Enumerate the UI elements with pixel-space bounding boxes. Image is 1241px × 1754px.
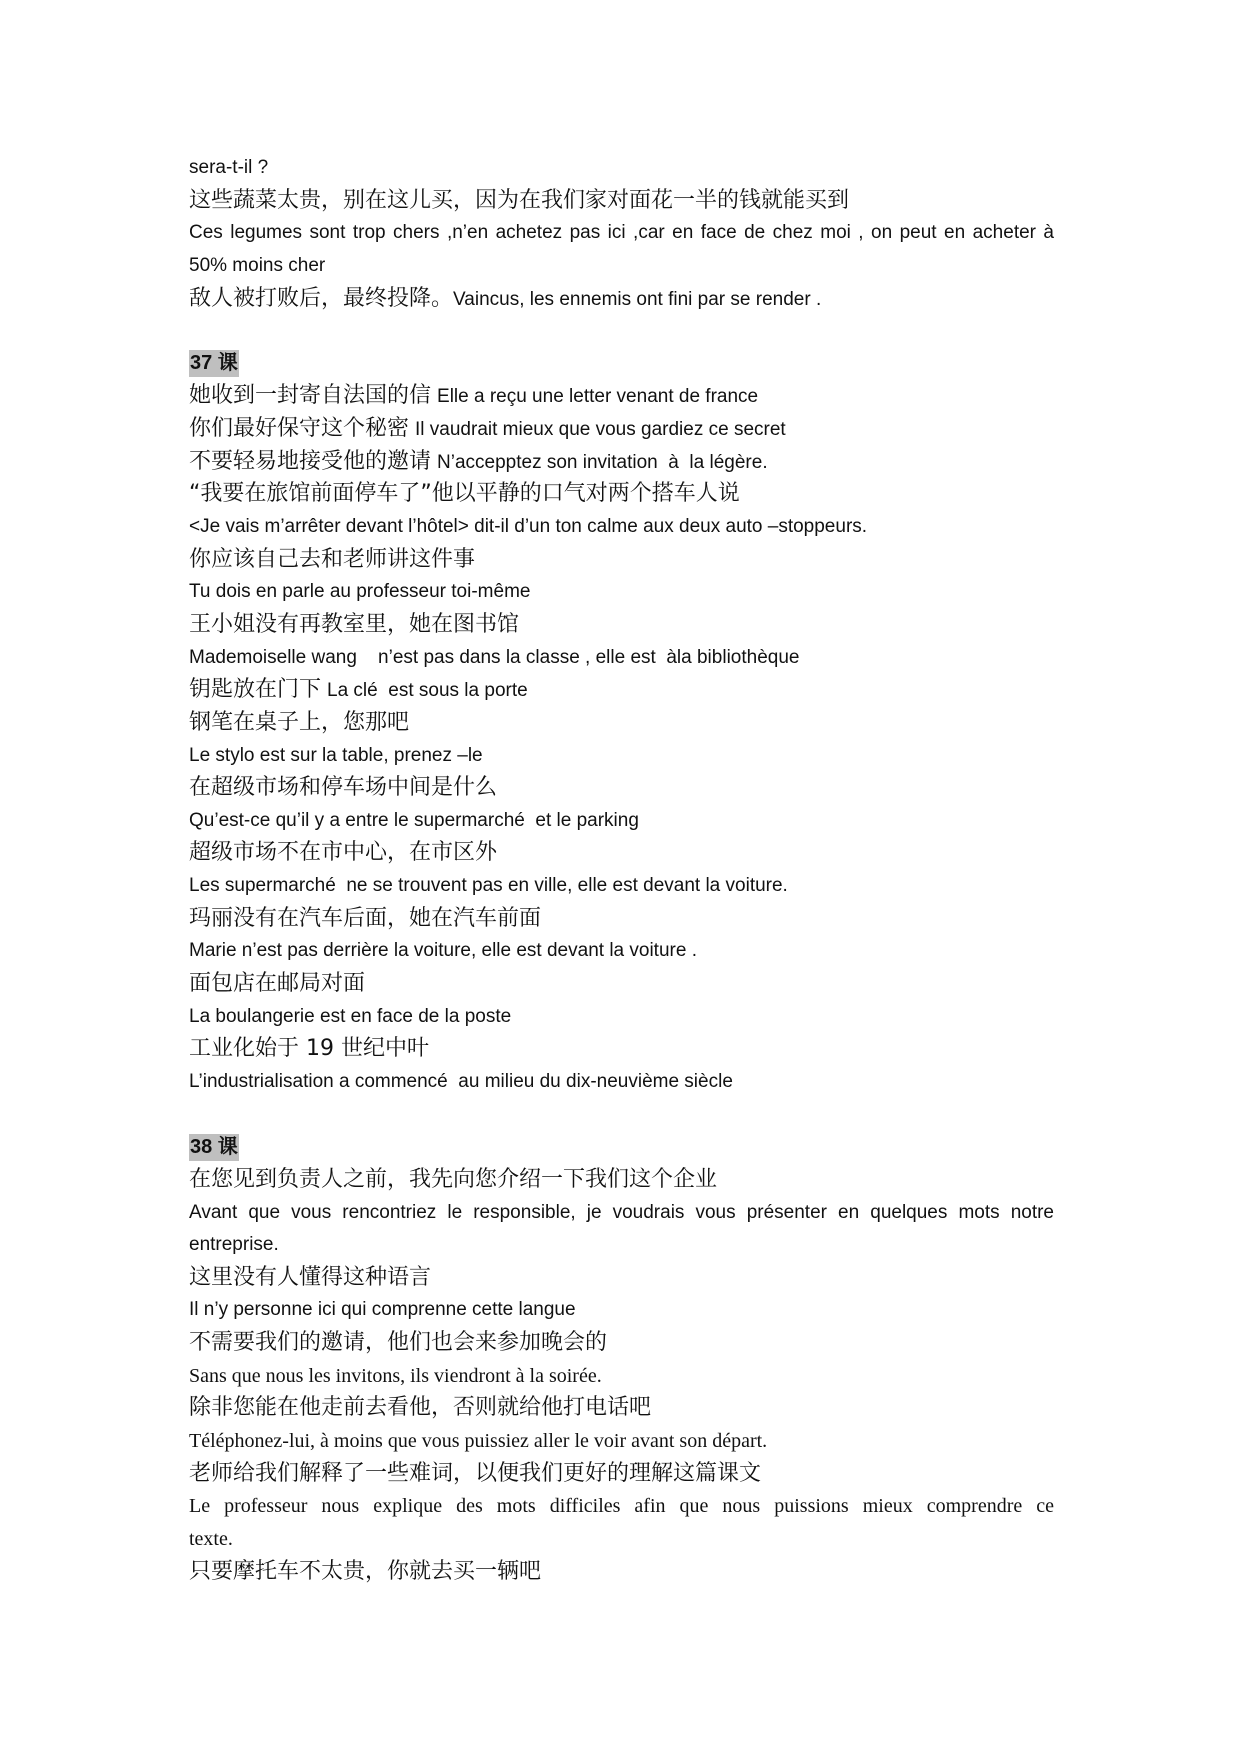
french-text: L’industrialisation a commencé au milieu du dix-neuvième siècle — [189, 1070, 733, 1092]
chinese-sentence — [189, 837, 1054, 870]
chinese-text: 敌人被打败后，最终投降。 — [189, 285, 454, 311]
french-text: Qu’est-ce qu’il y a entre le supermarché et le parking — [189, 809, 639, 831]
chinese-sentence — [189, 544, 1054, 577]
french-text: Les supermarché ne se trouvent pas en ville, elle est devant la voiture. — [189, 875, 788, 897]
chinese-text: 只要摩托车不太贵，你就去买一辆吧 — [189, 1558, 542, 1584]
french-text: Téléphonez-lui, à moins que vous puissiez aller le voir avant son départ. — [189, 1429, 768, 1452]
chinese-sentence — [189, 968, 1054, 1001]
blank-line — [189, 315, 1054, 348]
chinese-text: “我要在旅馆前面停车了”他以平静的口气对两个搭车人说 — [189, 481, 740, 507]
french-text: Le stylo est sur la table, prenez –le — [189, 744, 483, 766]
french-sentence — [189, 1360, 1054, 1393]
french-sentence — [189, 1001, 1054, 1034]
chinese-sentence — [189, 1392, 1054, 1425]
chinese-text: 在超级市场和停车场中间是什么 — [189, 775, 498, 801]
french-text: texte. — [189, 1527, 233, 1550]
chinese-text: 在您见到负责人之前，我先向您介绍一下我们这个企业 — [189, 1166, 718, 1192]
chinese-text: 她收到一封寄自法国的信 — [189, 383, 432, 409]
french-sentence — [189, 740, 1054, 773]
chinese-sentence — [189, 1033, 1054, 1066]
french-text: Il n’y personne ici qui comprenne cette langue — [189, 1299, 576, 1321]
chinese-sentence — [189, 1458, 1054, 1491]
french-sentence — [189, 511, 1054, 544]
mixed-sentence — [189, 674, 1054, 707]
chinese-sentence — [189, 1262, 1054, 1295]
document-body — [189, 152, 1054, 1588]
chinese-text: 玛丽没有在汽车后面，她在汽车前面 — [189, 905, 542, 931]
mixed-sentence — [189, 380, 1054, 413]
chinese-sentence — [189, 1327, 1054, 1360]
chinese-text: 钢笔在桌子上，您那吧 — [189, 709, 410, 735]
french-sentence — [189, 1523, 1054, 1556]
lesson-header — [189, 348, 1054, 381]
french-text: La clé est sous la porte — [327, 680, 528, 702]
chinese-sentence — [189, 609, 1054, 642]
lesson-title: 37 课 — [189, 350, 239, 377]
chinese-text: 钥匙放在门下 — [189, 677, 322, 703]
chinese-text: 这些蔬菜太贵，别在这儿买，因为在我们家对面花一半的钱就能买到 — [189, 187, 850, 213]
french-sentence — [189, 576, 1054, 609]
lesson-title: 38 课 — [189, 1134, 239, 1161]
chinese-text: 王小姐没有再教室里，她在图书馆 — [189, 611, 520, 637]
chinese-sentence — [189, 478, 1054, 511]
french-sentence — [189, 642, 1054, 675]
lesson-header — [189, 1131, 1054, 1164]
french-sentence — [189, 152, 1054, 185]
french-text: <Je vais m’arrêter devant l’hôtel> dit-il d’un ton calme aux deux auto –stoppeurs. — [189, 516, 868, 538]
chinese-sentence — [189, 1164, 1054, 1197]
french-sentence — [189, 1294, 1054, 1327]
french-text: Marie n’est pas derrière la voiture, elle est devant la voiture . — [189, 940, 697, 962]
chinese-sentence — [189, 1556, 1054, 1589]
french-text: Le professeur nous explique des mots difficiles afin que nous puissions mieux comprendre ce — [189, 1495, 1054, 1518]
french-text: Avant que vous rencontriez le responsible, je voudrais vous présenter en quelques mots notre — [189, 1201, 1054, 1223]
french-sentence — [189, 870, 1054, 903]
chinese-sentence — [189, 185, 1054, 218]
chinese-sentence — [189, 707, 1054, 740]
french-text: Tu dois en parle au professeur toi-même — [189, 581, 531, 603]
french-sentence — [189, 935, 1054, 968]
chinese-text: 这里没有人懂得这种语言 — [189, 1264, 432, 1290]
french-text: 50% moins cher — [189, 254, 326, 276]
french-text: N’accepptez son invitation à la légère. — [437, 451, 768, 473]
chinese-text: 不需要我们的邀请，他们也会来参加晚会的 — [189, 1330, 608, 1356]
chinese-text: 老师给我们解释了一些难词，以便我们更好的理解这篇课文 — [189, 1460, 762, 1486]
french-sentence — [189, 805, 1054, 838]
chinese-text: 超级市场不在市中心，在市区外 — [189, 840, 498, 866]
french-text: La boulangerie est en face de la poste — [189, 1005, 512, 1027]
french-text: Vaincus, les ennemis ont fini par se render . — [453, 288, 822, 310]
chinese-text: 除非您能在他走前去看他，否则就给他打电话吧 — [189, 1395, 652, 1421]
chinese-sentence — [189, 903, 1054, 936]
french-sentence — [189, 1229, 1054, 1262]
chinese-sentence — [189, 772, 1054, 805]
french-text: Il vaudrait mieux que vous gardiez ce secret — [415, 419, 786, 441]
french-text: Elle a reçu une letter venant de france — [437, 386, 759, 408]
french-sentence — [189, 1490, 1054, 1523]
french-sentence — [189, 1066, 1054, 1099]
french-sentence — [189, 1425, 1054, 1458]
chinese-text: 不要轻易地接受他的邀请 — [189, 448, 432, 474]
french-text: Ces legumes sont trop chers ,n’en achetez pas ici ,car en face de chez moi , on peut en acheter à — [189, 222, 1054, 244]
french-sentence — [189, 217, 1054, 250]
chinese-text: 你们最好保守这个秘密 — [189, 416, 410, 442]
french-text: sera-t-il ? — [189, 157, 269, 178]
french-sentence — [189, 1197, 1054, 1230]
mixed-sentence — [189, 283, 1054, 316]
chinese-text: 工业化始于 19 世纪中叶 — [189, 1036, 429, 1062]
chinese-text: 面包店在邮局对面 — [189, 971, 366, 997]
mixed-sentence — [189, 413, 1054, 446]
mixed-sentence — [189, 446, 1054, 479]
french-text: Sans que nous les invitons, ils viendront à la soirée. — [189, 1364, 602, 1387]
blank-line — [189, 1099, 1054, 1132]
french-text: Mademoiselle wang n’est pas dans la classe , elle est àla bibliothèque — [189, 646, 800, 668]
chinese-text: 你应该自己去和老师讲这件事 — [189, 546, 476, 572]
french-text: entreprise. — [189, 1234, 279, 1256]
french-sentence — [189, 250, 1054, 283]
